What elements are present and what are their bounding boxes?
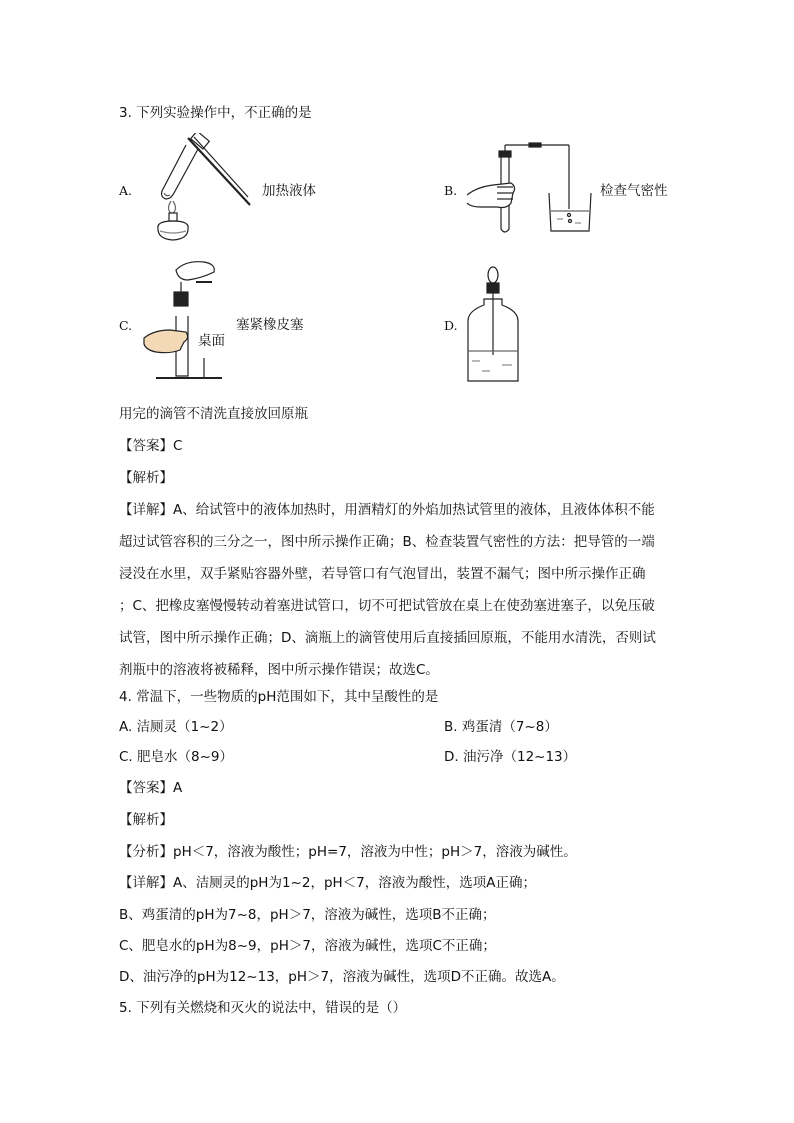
q3-option-a-caption: 加热液体 xyxy=(262,183,316,199)
airtightness-check-figure xyxy=(467,141,597,237)
q3-stem: 3. 下列实验操作中，不正确的是 xyxy=(119,105,312,121)
q4-detail-line-4: D、油污净的pH为12~13，pH＞7，溶液为碱性，选项D不正确。故选A。 xyxy=(119,969,565,985)
q3-detail-line-2: 超过试管容积的三分之一，图中所示操作正确；B、检查装置气密性的方法：把导管的一端 xyxy=(119,534,655,550)
q3-option-b-letter: B. xyxy=(444,183,458,198)
q3-analysis-label: 【解析】 xyxy=(119,470,173,486)
q3-detail-line-1: 【详解】A、给试管中的液体加热时，用酒精灯的外焰加热试管里的液体，且液体体积不能 xyxy=(119,502,655,518)
q4-option-b: B. 鸡蛋清（7~8） xyxy=(444,719,558,735)
q3-option-d-caption: 用完的滴管不清洗直接放回原瓶 xyxy=(119,406,308,422)
q3-detail-line-3: 浸没在水里，双手紧贴容器外壁，若导管口有气泡冒出，装置不漏气；图中所示操作正确 xyxy=(119,566,646,582)
q3-option-c-caption: 塞紧橡皮塞 xyxy=(236,317,304,333)
stopper-insertion-figure xyxy=(142,258,232,384)
q4-detail-line-2: B、鸡蛋清的pH为7~8，pH＞7，溶液为碱性，选项B不正确； xyxy=(119,907,496,923)
q4-analysis-label: 【解析】 xyxy=(119,812,173,828)
q3-option-d-letter: D. xyxy=(444,318,458,333)
q3-option-a-letter: A. xyxy=(119,183,133,198)
q3-option-b-caption: 检查气密性 xyxy=(600,183,668,199)
q4-option-a: A. 洁厕灵（1~2） xyxy=(119,719,233,735)
q4-detail-line-3: C、肥皂水的pH为8~9，pH＞7，溶液为碱性，选项C不正确； xyxy=(119,938,496,954)
q5-stem: 5. 下列有关燃烧和灭火的说法中，错误的是（） xyxy=(119,1000,407,1016)
q3-option-c-sublabel: 桌面 xyxy=(198,333,225,349)
q4-option-d: D. 油污净（12~13） xyxy=(444,749,577,765)
q4-stem: 4. 常温下，一些物质的pH范围如下，其中呈酸性的是 xyxy=(119,689,439,705)
q4-option-c: C. 肥皂水（8~9） xyxy=(119,749,233,765)
q3-detail-line-6: 剂瓶中的溶液将被稀释，图中所示操作错误；故选C。 xyxy=(119,662,439,678)
q4-detail-line-1: 【详解】A、洁厕灵的pH为1~2，pH＜7，溶液为酸性，选项A正确； xyxy=(119,875,536,891)
q4-analysis: 【分析】pH＜7，溶液为酸性；pH=7，溶液为中性；pH＞7，溶液为碱性。 xyxy=(119,844,577,860)
q4-answer: 【答案】A xyxy=(119,780,183,796)
dropper-bottle-figure xyxy=(466,265,522,385)
q3-detail-line-4: ；C、把橡皮塞慢慢转动着塞进试管口，切不可把试管放在桌上在使劲塞进塞子，以免压破 xyxy=(119,598,655,614)
q3-detail-line-5: 试管，图中所示操作正确；D、滴瓶上的滴管使用后直接插回原瓶，不能用水清洗，否则试 xyxy=(119,630,656,646)
heating-liquid-figure xyxy=(148,133,253,243)
q3-answer: 【答案】C xyxy=(119,438,183,454)
q3-option-c-letter: C. xyxy=(119,318,133,333)
